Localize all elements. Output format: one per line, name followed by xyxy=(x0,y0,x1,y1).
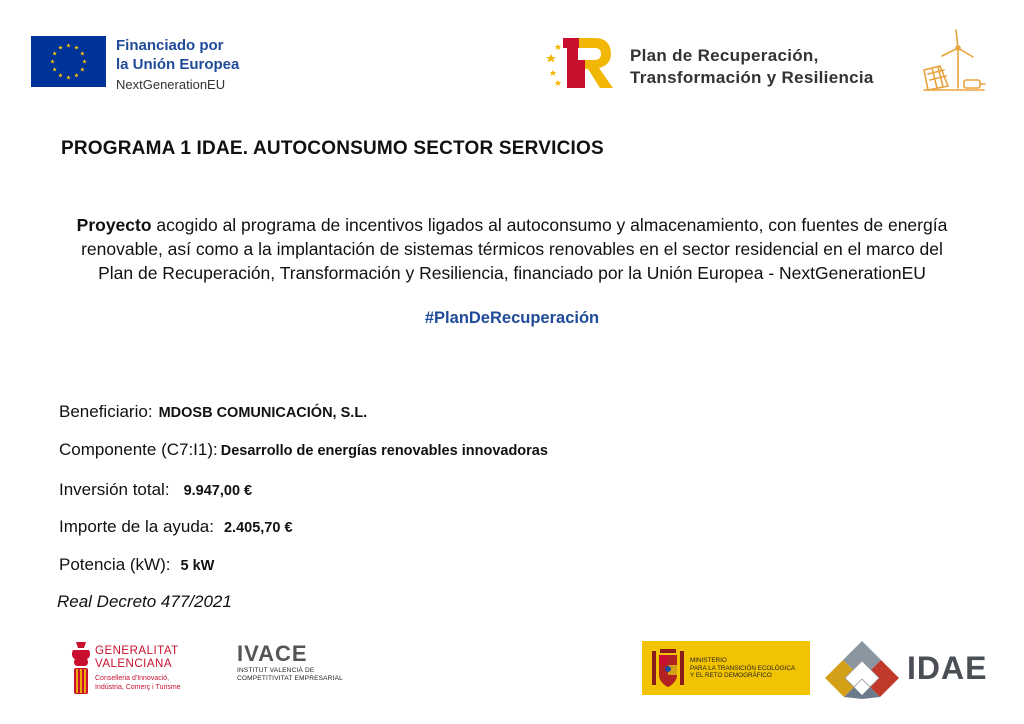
field-label: Inversión total: xyxy=(59,480,170,499)
decree-reference: Real Decreto 477/2021 xyxy=(57,592,232,611)
project-line3: Plan de Recuperación, Transformación y Resiliencia, financiado por la Unión Europea - NextGenerationEU xyxy=(98,263,926,283)
min-line1: MINISTERIO xyxy=(690,657,727,664)
eu-line3: NextGenerationEU xyxy=(116,77,226,92)
ivace-sub2: COMPETITIVITAT EMPRESARIAL xyxy=(237,675,343,682)
gva-shield-icon xyxy=(70,640,92,696)
field-label: Importe de la ayuda: xyxy=(59,517,214,536)
prtr-text xyxy=(630,45,874,89)
hashtag: #PlanDeRecuperación xyxy=(424,309,600,327)
project-line2: renovable, así como a la implantación de sistemas térmicos renovables en el sector residencial en el marco del xyxy=(81,239,943,259)
field-label: Componente (C7:I1): xyxy=(59,440,218,459)
idae-name: IDAE xyxy=(907,650,988,686)
gva-logo-text xyxy=(95,645,181,692)
eu-funding-text xyxy=(116,36,239,94)
prtr-line1: Plan de Recuperación, xyxy=(630,46,819,65)
ministerio-text xyxy=(690,657,795,680)
gva-line3: Conselleria d'Innovació, xyxy=(95,675,170,682)
field-componente xyxy=(59,440,548,460)
field-label: Potencia (kW): xyxy=(59,555,171,574)
page-title: PROGRAMA 1 IDAE. AUTOCONSUMO SECTOR SERVICIOS xyxy=(61,138,604,159)
field-label: Beneficiario: xyxy=(59,402,153,421)
prtr-logo xyxy=(545,36,615,92)
field-importe xyxy=(59,517,293,537)
field-potencia xyxy=(59,555,214,575)
gva-line1: GENERALITAT xyxy=(95,645,179,657)
field-value: Desarrollo de energías renovables innovadoras xyxy=(220,443,548,459)
eu-line1: Financiado por xyxy=(116,37,224,54)
gva-line2: VALENCIANA xyxy=(95,658,173,670)
ivace-logo xyxy=(237,641,343,683)
windmill-solar-icon xyxy=(918,26,988,96)
prtr-line2: Transformación y Resiliencia xyxy=(630,68,874,87)
project-line1: acogido al programa de incentivos ligados al autoconsumo y almacenamiento, con fuentes de energía xyxy=(151,215,948,235)
ivace-sub1: INSTITUT VALENCIÀ DE xyxy=(237,667,315,674)
ivace-name: IVACE xyxy=(237,641,308,666)
eu-line2: la Unión Europea xyxy=(116,56,240,73)
idae-emblem-icon xyxy=(823,639,901,699)
field-value: 9.947,00 € xyxy=(183,483,253,499)
field-beneficiario xyxy=(59,402,367,422)
gva-line4: Indústria, Comerç i Turisme xyxy=(95,684,181,691)
project-description xyxy=(40,213,984,285)
eu-flag-logo xyxy=(31,36,106,87)
field-value: 2.405,70 € xyxy=(223,520,293,536)
field-value: MDOSB COMUNICACIÓN, S.L. xyxy=(158,405,368,421)
field-value: 5 kW xyxy=(180,558,215,574)
project-lead: Proyecto xyxy=(76,215,152,235)
field-inversion xyxy=(59,480,252,500)
spain-coat-of-arms-icon xyxy=(650,645,686,691)
min-line2: PARA LA TRANSICIÓN ECOLÓGICA xyxy=(690,664,796,672)
min-line3: Y EL RETO DEMOGRÁFICO xyxy=(690,672,772,679)
